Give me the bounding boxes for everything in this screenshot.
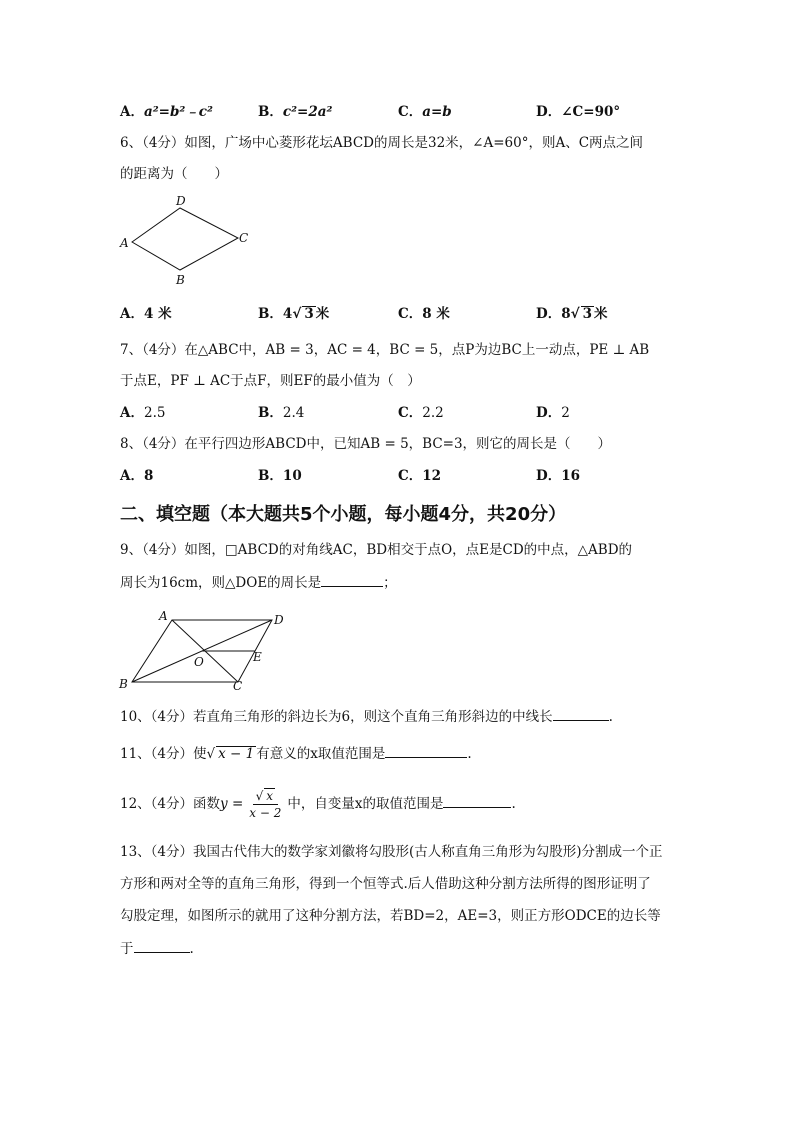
q7-option-c: C．2.2 (398, 405, 444, 421)
q8-option-b: B．10 (258, 468, 302, 484)
rhombus-shape (132, 208, 238, 270)
q11-stem: 11、（4分）使√ x − 1 有意义的x取值范围是 . (120, 743, 472, 764)
q5-option-b: B．c²=2a² (258, 104, 333, 120)
q12-stem: 12、（4分）函数y = $\frac{√ x}{x - 2}$ 中，自变量x的取值范围是 . (120, 789, 516, 820)
q13-line1: 13、（4分）我国古代伟大的数学家刘徽将勾股形(古人称直角三角形为勾股形)分割成一个正 (120, 844, 663, 860)
q7-option-a: A．2.5 (120, 405, 166, 421)
answer-blank[interactable] (385, 743, 467, 758)
q6-option-c: C．8 米 (398, 306, 450, 322)
label-b: B (176, 273, 185, 287)
label-d: D (176, 194, 186, 208)
label-o: O (194, 655, 204, 669)
q10-stem: 10、（4分）若直角三角形的斜边长为6，则这个直角三角形斜边的中线长 . (120, 706, 613, 727)
answer-blank[interactable] (321, 572, 383, 587)
answer-blank[interactable] (134, 938, 190, 953)
q13-line4: 于 . (120, 938, 194, 959)
q6-option-a: A．4 米 (120, 306, 172, 322)
section-2-heading: 二、填空题（本大题共5个小题，每小题4分，共20分） (120, 504, 567, 525)
q8-stem: 8、（4分）在平行四边形ABCD中，已知AB = 5，BC=3，则它的周长是（ ） (120, 436, 612, 452)
q6-option-d: D．8√ 3 米 (536, 306, 608, 322)
label-d: D (274, 613, 284, 627)
q13-line2: 方形和两对全等的直角三角形，得到一个恒等式.后人借助这种分割方法所得的图形证明了 (120, 876, 651, 892)
q9-stem-line2: 周长为16cm，则△DOE的周长是 ； (120, 572, 397, 593)
q7-stem-line2: 于点E，PF ⊥ AC于点F，则EF的最小值为（ ） (120, 373, 421, 389)
q6-rhombus-figure (112, 190, 262, 290)
q5-option-a: A．a²=b²﹣c² (120, 104, 213, 120)
q7-stem-line1: 7、（4分）在△ABC中，AB = 3，AC = 4，BC = 5，点P为边BC上一动点，PE ⊥ AB (120, 342, 650, 358)
label-c: C (239, 231, 249, 245)
q9-parallelogram-figure (112, 604, 302, 694)
q8-option-a: A．8 (120, 468, 154, 484)
q5-option-d: D．∠C=90° (536, 104, 621, 120)
q6-stem-line2: 的距离为（ ） (120, 166, 228, 182)
label-a: A (120, 236, 129, 250)
answer-blank[interactable] (553, 706, 609, 721)
q6-option-b: B．4√ 3 米 (258, 306, 330, 322)
q8-option-c: C．12 (398, 468, 442, 484)
sqrt-sign: √ (292, 306, 302, 322)
answer-blank[interactable] (443, 793, 511, 808)
label-a: A (159, 609, 168, 623)
fraction: $\frac{√ x}{x - 2}$ (249, 789, 282, 820)
q5-option-c: C．a=b (398, 104, 452, 120)
label-e: E (253, 650, 262, 664)
sqrt-sign: √ (206, 746, 216, 762)
sqrt-sign: √ (255, 789, 264, 803)
q7-option-b: B．2.4 (258, 405, 305, 421)
label-c: C (233, 679, 243, 693)
sqrt-sign: √ (570, 306, 580, 322)
label-b: B (119, 677, 128, 691)
q13-line3: 勾股定理，如图所示的就用了这种分割方法，若BD=2，AE=3，则正方形ODCE的边长等 (120, 908, 661, 924)
q9-stem-line1: 9、（4分）如图，□ABCD的对角线AC，BD相交于点O，点E是CD的中点，△ABD的 (120, 542, 633, 558)
q6-stem-line1: 6、（4分）如图，广场中心菱形花坛ABCD的周长是32米，∠A=60°，则A、C两点之间 (120, 135, 644, 151)
q8-option-d: D．16 (536, 468, 581, 484)
q7-option-d: D．2 (536, 405, 570, 421)
